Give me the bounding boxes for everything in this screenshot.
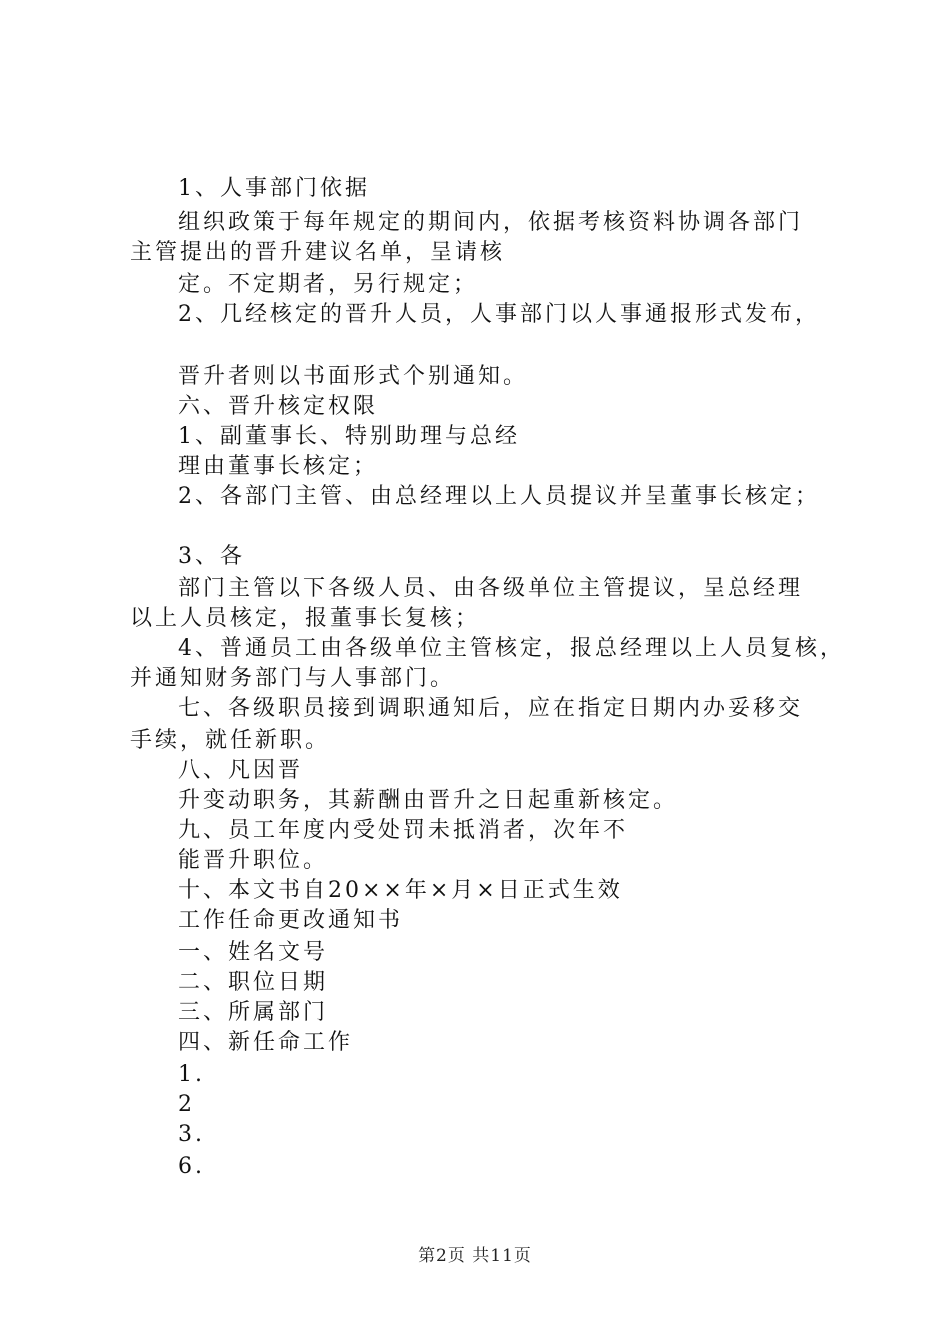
text-line: 并通知财务部门与人事部门。 (130, 666, 456, 691)
text-line: 4、普通员工由各级单位主管核定，报总经理以上人员复核， (178, 636, 845, 661)
text-line: 3. (178, 1122, 205, 1147)
text-line: 主管提出的晋升建议名单，呈请核 (130, 240, 506, 265)
text-line: 七、各级职员接到调职通知后，应在指定日期内办妥移交 (178, 696, 804, 721)
text-line: 1、人事部门依据 (178, 176, 370, 201)
text-line: 八、凡因晋 (178, 758, 304, 783)
text-line: 定。不定期者，另行规定； (178, 272, 479, 297)
text-line: 6. (178, 1154, 205, 1179)
text-line: 部门主管以下各级人员、由各级单位主管提议，呈总经理 (178, 576, 804, 601)
text-line: 理由董事长核定； (178, 454, 379, 479)
text-line: 工作任命更改通知书 (178, 908, 404, 933)
text-line: 三、所属部门 (178, 1000, 329, 1025)
text-line: 2、各部门主管、由总经理以上人员提议并呈董事长核定； (178, 484, 820, 509)
text-line: 组织政策于每年规定的期间内，依据考核资料协调各部门 (178, 210, 804, 235)
page-number-footer: 第2页 共11页 (418, 1246, 532, 1266)
text-line: 1. (178, 1062, 205, 1087)
text-line: 升变动职务，其薪酬由晋升之日起重新核定。 (178, 788, 679, 813)
text-line: 1、副董事长、特别助理与总经 (178, 424, 520, 449)
text-line: 二、职位日期 (178, 970, 329, 995)
text-line: 3、各 (178, 544, 245, 569)
text-line: 手续，就任新职。 (130, 728, 331, 753)
text-line: 一、姓名文号 (178, 940, 329, 965)
text-line: 晋升者则以书面形式个别通知。 (178, 364, 529, 389)
text-line: 九、员工年度内受处罚未抵消者，次年不 (178, 818, 629, 843)
text-line: 2、几经核定的晋升人员，人事部门以人事通报形式发布， (178, 302, 820, 327)
text-line: 十、本文书自20××年×月×日正式生效 (178, 878, 623, 903)
text-line: 2 (178, 1092, 195, 1117)
text-line: 以上人员核定，报董事长复核； (130, 606, 481, 631)
text-line: 六、晋升核定权限 (178, 394, 379, 419)
text-line: 能晋升职位。 (178, 848, 329, 873)
text-line: 四、新任命工作 (178, 1030, 354, 1055)
